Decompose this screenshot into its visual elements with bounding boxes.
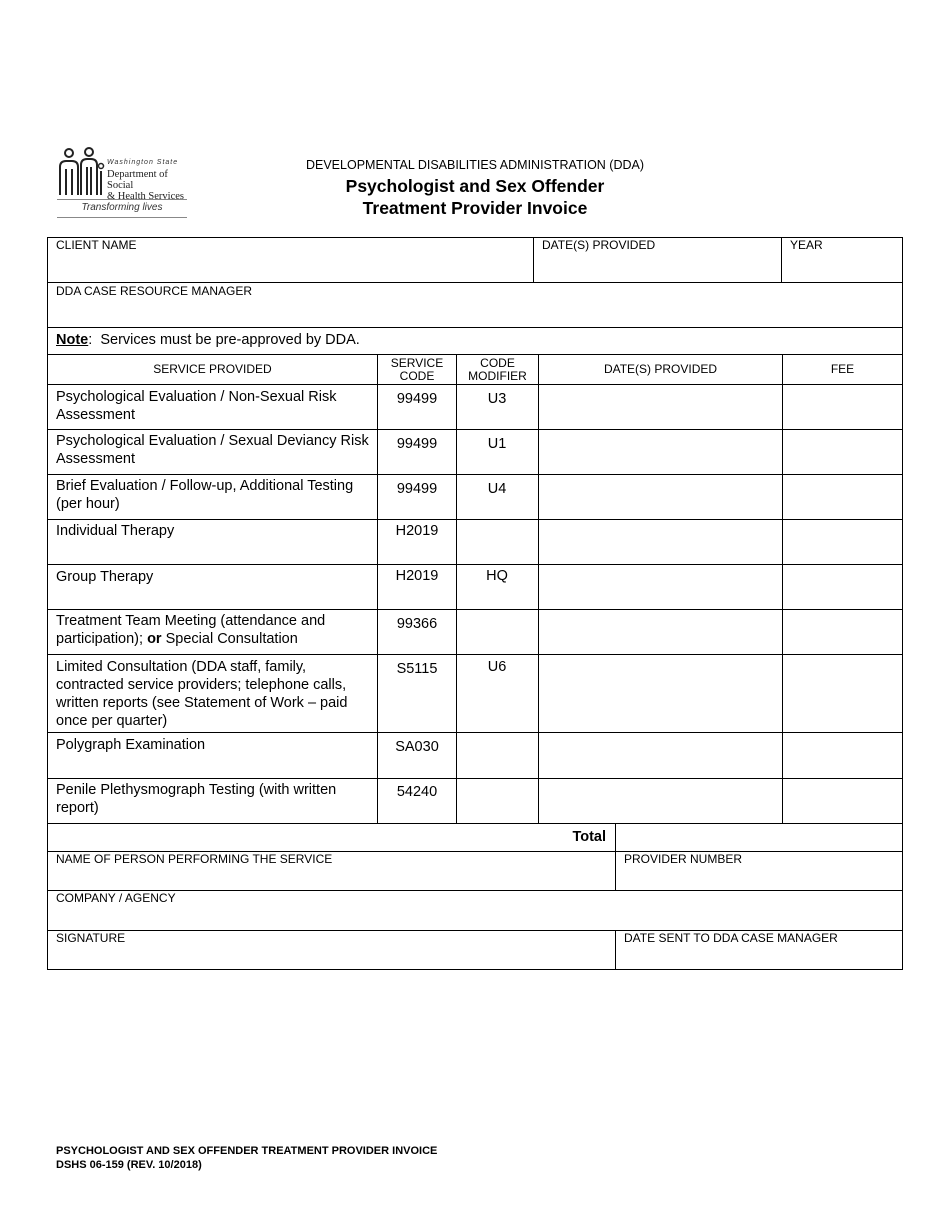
- header-fee: FEE: [830, 362, 855, 376]
- header-dates-provided: DATE(S) PROVIDED: [603, 362, 718, 376]
- service-group-therapy: Group Therapy: [56, 569, 154, 585]
- service-code: 99499: [396, 436, 438, 452]
- code-modifier: U6: [487, 659, 507, 675]
- total-label: Total: [572, 829, 606, 845]
- service-limited-consultation: Limited Consultation (DDA staff, family, contracted service providers; telephone calls, written reports (see Statement of Work – paid once per quarter): [56, 659, 348, 729]
- service-code: SA030: [395, 739, 439, 755]
- note-keyword: Note: [56, 332, 89, 348]
- service-psych-eval-sexual-deviancy: Psychological Evaluation / Sexual Deviancy Risk Assessment: [56, 433, 369, 467]
- service-brief-evaluation: Brief Evaluation / Follow-up, Additional Testing (per hour): [56, 478, 354, 512]
- code-modifier: U3: [487, 391, 507, 407]
- service-polygraph-examination: Polygraph Examination: [56, 737, 206, 753]
- logo-rule-top: [57, 199, 187, 200]
- header-service-provided: SERVICE PROVIDED: [153, 362, 272, 376]
- header-code-modifier: CODE MODIFIER: [468, 355, 527, 383]
- service-code: 54240: [396, 784, 438, 800]
- provider-number-label: PROVIDER NUMBER: [624, 852, 743, 866]
- service-code: 99499: [396, 481, 438, 497]
- logo-tagline: Transforming lives: [81, 202, 163, 213]
- form-title-line1: Psychologist and Sex Offender: [345, 176, 605, 196]
- logo-state: Washington State: [107, 159, 179, 166]
- code-modifier: HQ: [486, 568, 508, 584]
- form-footer: [56, 1144, 437, 1172]
- year-label: YEAR: [790, 238, 823, 252]
- performer-name-label: NAME OF PERSON PERFORMING THE SERVICE: [56, 852, 333, 866]
- note-text: Services must be pre-approved by DDA.: [100, 332, 360, 348]
- form-title-line2: Treatment Provider Invoice: [362, 198, 588, 218]
- form-header: [240, 158, 710, 219]
- dshs-logo: [57, 145, 192, 220]
- code-modifier: U1: [487, 436, 507, 452]
- family-figures-icon: [57, 147, 105, 197]
- signature-label: SIGNATURE: [56, 931, 126, 945]
- service-individual-therapy: Individual Therapy: [56, 523, 175, 539]
- case-manager-label: DDA CASE RESOURCE MANAGER: [56, 284, 253, 298]
- dates-provided-label: DATE(S) PROVIDED: [542, 238, 656, 252]
- logo-department: Department of Social & Health Services: [107, 169, 184, 202]
- date-sent-label: DATE SENT TO DDA CASE MANAGER: [624, 931, 838, 945]
- service-code: H2019: [395, 568, 439, 584]
- service-treatment-team-meeting: Treatment Team Meeting (attendance and participation); or Special Consultation: [56, 613, 326, 647]
- code-modifier: U4: [487, 481, 507, 497]
- pre-approval-note: Note: Services must be pre-approved by DDA.: [56, 332, 360, 348]
- company-agency-label: COMPANY / AGENCY: [56, 891, 176, 905]
- footer-form-title: PSYCHOLOGIST AND SEX OFFENDER TREATMENT PROVIDER INVOICE: [56, 1145, 438, 1157]
- footer-form-number: DSHS 06-159 (REV. 10/2018): [56, 1159, 202, 1171]
- service-psych-eval-nonsexual: Psychological Evaluation / Non-Sexual Risk Assessment: [56, 389, 337, 423]
- header-service-code: SERVICE CODE: [390, 355, 444, 383]
- agency-name: DEVELOPMENTAL DISABILITIES ADMINISTRATION (DDA): [305, 158, 645, 172]
- service-penile-plethysmograph: Penile Plethysmograph Testing (with written report): [56, 782, 337, 816]
- service-code: 99366: [396, 616, 438, 632]
- service-code: S5115: [396, 661, 438, 677]
- service-code: 99499: [396, 391, 438, 407]
- service-code: H2019: [395, 523, 439, 539]
- client-name-label: CLIENT NAME: [56, 238, 137, 252]
- logo-rule-bottom: [57, 217, 187, 218]
